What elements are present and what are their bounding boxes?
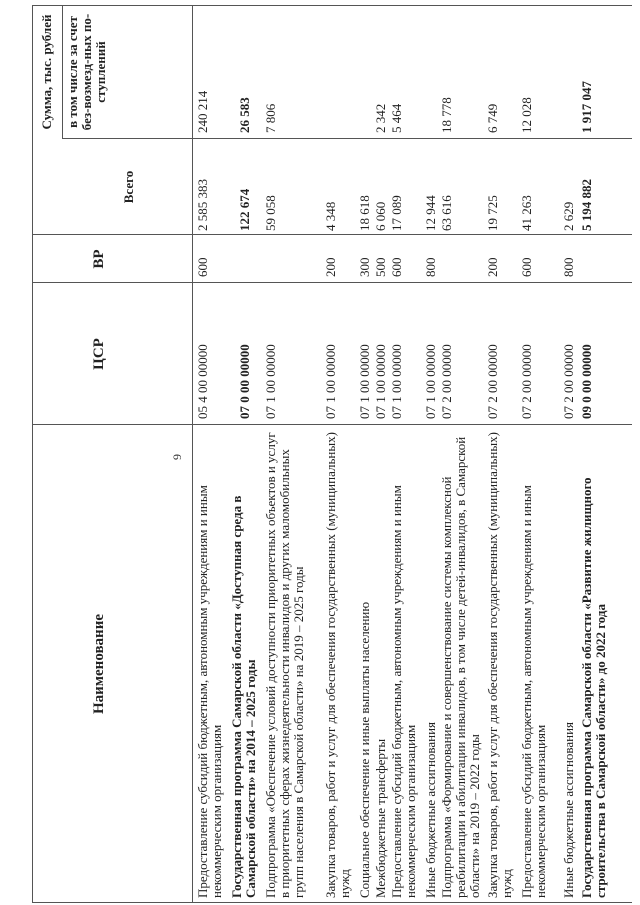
row-fed: 7 806 bbox=[263, 103, 278, 133]
row-total: 6 060 bbox=[373, 201, 388, 231]
header-vr: ВР bbox=[91, 249, 107, 269]
row-total: 2 629 bbox=[561, 201, 576, 231]
row-fed: 6 749 bbox=[485, 103, 500, 133]
row-total: 59 058 bbox=[263, 195, 278, 231]
row-name: Государственная программа Самарской области «Доступная среда в Самарской области» на 2014 – 2025 годы bbox=[229, 495, 258, 898]
row-name: Предоставление субсидий бюджетным, автономным учреждениям и иным некоммерческим организациям bbox=[195, 485, 224, 898]
row-csr: 07 2 00 00000 bbox=[485, 344, 500, 419]
row-total: 63 616 bbox=[439, 195, 454, 231]
row-name: Межбюджетные трансферты bbox=[373, 738, 388, 898]
row-name: Предоставление субсидий бюджетным, автономным учреждениям и иным некоммерческим организациям bbox=[389, 485, 418, 898]
row-vr: 500 bbox=[373, 257, 388, 277]
row-total: 17 089 bbox=[389, 195, 404, 231]
row-csr: 05 4 00 00000 bbox=[195, 344, 210, 419]
row-name: Подпрограмма «Формирование и совершенствование системы комплексной реабилитации и абилитации инвалидов, в том числе детей-инвалидов, в Самарской области» на 2019 – 2022 годы bbox=[439, 436, 482, 898]
budget-table bbox=[32, 5, 632, 903]
row-vr: 800 bbox=[561, 257, 576, 277]
table-border-top bbox=[32, 5, 33, 903]
row-name: Иные бюджетные ассигнования bbox=[423, 721, 438, 898]
row-name: Закупка товаров, работ и услуг для обеспечения государственных (муниципальных) нужд bbox=[323, 432, 352, 898]
row-name: Иные бюджетные ассигнования bbox=[561, 721, 576, 898]
row-name: Подпрограмма «Обеспечение условий доступности приоритетных объектов и услуг в приоритетных сферах жизнедеятельности инвалидов и других маломобильных групп населения в Самарской области» на 2019 – 2025 годы bbox=[263, 432, 306, 898]
row-name: Закупка товаров, работ и услуг для обеспечения государственных (муниципальных) нужд bbox=[485, 432, 514, 898]
row-fed: 12 028 bbox=[519, 97, 534, 133]
sum-header-divider bbox=[62, 5, 63, 139]
row-total: 12 944 bbox=[423, 195, 438, 231]
row-total: 5 194 882 bbox=[579, 179, 594, 231]
row-total: 4 348 bbox=[323, 201, 338, 231]
col-divider-total bbox=[62, 138, 632, 139]
row-fed: 240 214 bbox=[195, 90, 210, 133]
header-name: Наименование bbox=[91, 614, 107, 714]
row-vr: 200 bbox=[323, 257, 338, 277]
col-divider-csr bbox=[32, 282, 632, 283]
row-csr: 07 1 00 00000 bbox=[389, 344, 404, 419]
row-csr: 07 2 00 00000 bbox=[439, 344, 454, 419]
row-vr: 600 bbox=[519, 257, 534, 277]
row-total: 19 725 bbox=[485, 195, 500, 231]
row-vr: 300 bbox=[357, 257, 372, 277]
row-total: 41 263 bbox=[519, 195, 534, 231]
row-csr: 07 0 00 00000 bbox=[237, 344, 252, 419]
row-total: 2 585 383 bbox=[195, 179, 210, 231]
row-fed: 1 917 047 bbox=[579, 81, 594, 133]
col-divider-name bbox=[32, 424, 632, 425]
row-name: Предоставление субсидий бюджетным, автономным учреждениям и иным некоммерческим организациям bbox=[519, 485, 548, 898]
row-fed: 18 778 bbox=[439, 97, 454, 133]
row-fed: 2 342 bbox=[373, 103, 388, 133]
row-fed: 5 464 bbox=[389, 103, 404, 133]
page-number: 9 bbox=[170, 454, 184, 460]
header-sum-group: Сумма, тыс. рублей bbox=[39, 14, 54, 130]
row-name: Социальное обеспечение и иные выплаты населению bbox=[357, 601, 372, 898]
row-csr: 07 1 00 00000 bbox=[263, 344, 278, 419]
row-total: 18 618 bbox=[357, 195, 372, 231]
row-csr: 09 0 00 00000 bbox=[579, 344, 594, 419]
row-vr: 600 bbox=[195, 257, 210, 277]
table-border-right bbox=[32, 5, 632, 6]
row-vr: 600 bbox=[389, 257, 404, 277]
row-total: 122 674 bbox=[237, 188, 252, 231]
row-csr: 07 1 00 00000 bbox=[423, 344, 438, 419]
row-fed: 26 583 bbox=[237, 97, 252, 133]
row-vr: 200 bbox=[485, 257, 500, 277]
table-border-left bbox=[32, 902, 632, 903]
row-csr: 07 1 00 00000 bbox=[323, 344, 338, 419]
row-csr: 07 1 00 00000 bbox=[357, 344, 372, 419]
header-csr: ЦСР bbox=[91, 338, 107, 370]
row-csr: 07 2 00 00000 bbox=[561, 344, 576, 419]
row-csr: 07 1 00 00000 bbox=[373, 344, 388, 419]
header-fed: в том числе за счет без-возмезд-ных по-ступлений bbox=[65, 13, 108, 131]
header-bottom-line bbox=[192, 5, 193, 903]
row-vr: 800 bbox=[423, 257, 438, 277]
row-name: Государственная программа Самарской области «Развитие жилищного строительства в Самарской области» до 2022 года bbox=[579, 477, 608, 898]
row-csr: 07 2 00 00000 bbox=[519, 344, 534, 419]
header-total: Всего bbox=[121, 170, 136, 204]
